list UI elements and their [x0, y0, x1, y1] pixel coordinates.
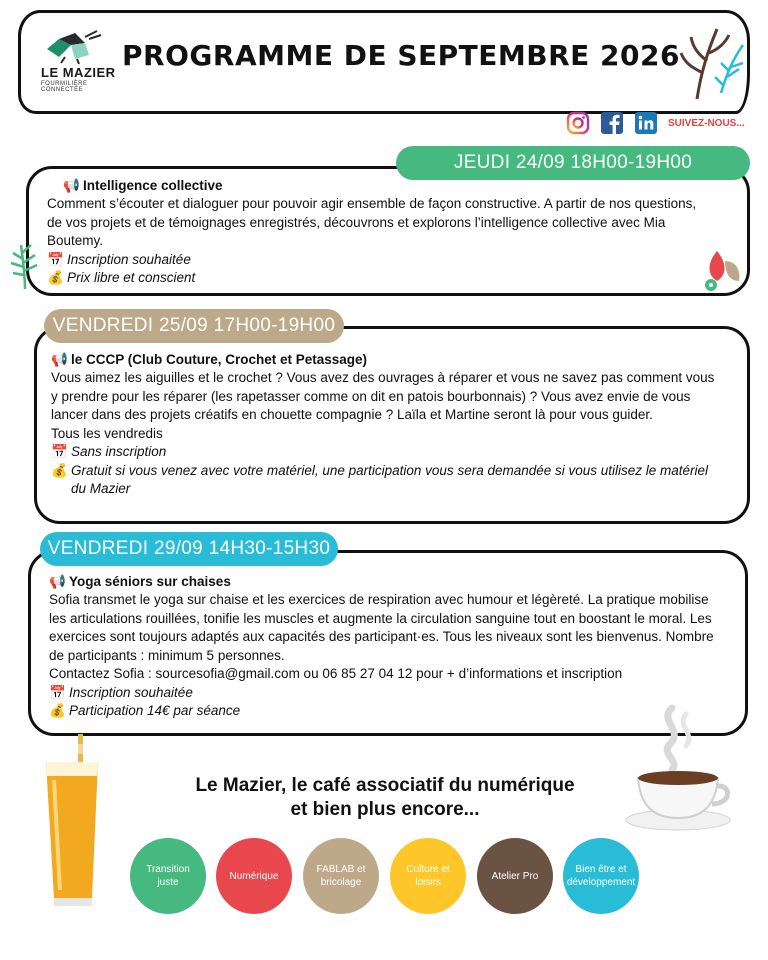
- page-title: PROGRAMME DE SEPTEMBRE 2026: [122, 39, 680, 72]
- tagline-line-2: et bien plus encore...: [290, 799, 480, 820]
- event-title-text: le CCCP (Club Couture, Crochet et Petassage): [71, 352, 368, 367]
- event-price: [51, 462, 733, 499]
- tagline: [120, 774, 650, 822]
- event-card-1: [26, 166, 750, 296]
- event-registration-text: Inscription souhaitée: [69, 684, 193, 700]
- plant-deco-icon: [7, 241, 43, 291]
- money-bag-icon: 💰: [51, 462, 68, 478]
- event-title-text: Yoga séniors sur chaises: [69, 574, 231, 589]
- facebook-icon[interactable]: [600, 111, 624, 135]
- theme-fablab[interactable]: FABLAB et bricolage: [303, 838, 379, 914]
- event-registration: [43, 251, 733, 270]
- le-mazier-logo[interactable]: [41, 27, 121, 97]
- money-bag-icon: 💰: [47, 270, 64, 285]
- flower-deco-icon: [701, 247, 741, 293]
- calendar-icon: 📅: [51, 444, 68, 459]
- event-contact: Contactez Sofia : sourcesofia@gmail.com ou 06 85 27 04 12 pour + d’informations et inscription: [49, 666, 623, 681]
- event-price-text: Gratuit si vous venez avec votre matériel, une participation vous sera demandée si vous utilisez le matériel du Mazier: [71, 462, 709, 496]
- money-bag-icon: 💰: [49, 703, 66, 718]
- ant-logo-icon: [45, 29, 105, 65]
- event-title: [51, 351, 733, 369]
- event-price-text: Participation 14€ par séance: [69, 703, 241, 718]
- logo-subtitle: FOURMILIÈRE CONNECTÉE: [41, 81, 88, 93]
- event-card-2: [34, 326, 750, 524]
- social-links: [566, 110, 762, 136]
- event-date-pill-3: VENDREDI 29/09 14H30-15H30: [40, 532, 338, 566]
- event-registration-text: Inscription souhaitée: [67, 251, 191, 267]
- event-description: Sofia transmet le yoga sur chaise et les exercices de respiration avec humour et légèreté. La pratique mobilise les articulations rouillées, tonifie les muscles et augmente la circulation sanguine tout en boostant le moral. Les exercices sont toujours adaptés aux capacités des participant·es. Tous les niveaux sont les bienvenus. Nombre de participants : minimum 5 personnes.: [49, 592, 714, 663]
- event-extra-info: Tous les vendredis: [51, 425, 163, 441]
- theme-numerique[interactable]: Numérique: [216, 838, 292, 914]
- event-registration-text: Sans inscription: [71, 444, 167, 459]
- leaf-branch-icon: [677, 23, 747, 103]
- event-date-pill-2: VENDREDI 25/09 17H00-19H00: [44, 309, 344, 343]
- megaphone-icon: 📢: [63, 178, 80, 193]
- theme-bien-etre[interactable]: Bien être et développement: [563, 838, 639, 914]
- calendar-icon: 📅: [49, 684, 66, 700]
- linkedin-icon[interactable]: [634, 111, 658, 135]
- event-title: [49, 573, 731, 591]
- event-description: Vous aimez les aiguilles et le crochet ? Vous avez des ouvrages à réparer et vous ne savez pas comment vous y prendre pour les réparer (les rapetasser comme on dit en patois bourbonnais) ? Vous avez envie de vous lancer dans des projets créatifs en chouette compagnie ? Laïla et Martine seront là pour vous guider.: [51, 370, 715, 422]
- event-price-text: Prix libre et conscient: [67, 270, 196, 285]
- theme-transition-juste[interactable]: Transition juste: [130, 838, 206, 914]
- logo-name: LE MAZIER: [41, 65, 116, 80]
- theme-atelier-pro[interactable]: Atelier Pro: [477, 838, 553, 914]
- follow-us-link[interactable]: SUIVEZ-NOUS...: [668, 117, 745, 129]
- calendar-icon: 📅: [47, 251, 64, 267]
- megaphone-icon: 📢: [51, 352, 68, 367]
- theme-culture-loisirs[interactable]: Culture et loisirs: [390, 838, 466, 914]
- tagline-line-1: Le Mazier, le café associatif du numérique: [195, 775, 575, 796]
- event-date-pill-1: JEUDI 24/09 18H00-19H00: [396, 146, 750, 180]
- event-price: [43, 269, 733, 288]
- event-description: Comment s’écouter et dialoguer pour pouvoir agir ensemble de façon constructive. A partir de nos questions, de vos projets et de témoignages enregistrés, découvrons et explorons l’intelligence collective avec Mia Boutemy.: [47, 196, 697, 248]
- event-title-text: Intelligence collective: [83, 178, 223, 193]
- instagram-icon[interactable]: [566, 111, 590, 135]
- beer-glass-icon: [38, 730, 118, 910]
- header-banner: [18, 10, 750, 114]
- event-registration: [51, 443, 733, 462]
- megaphone-icon: 📢: [49, 574, 66, 589]
